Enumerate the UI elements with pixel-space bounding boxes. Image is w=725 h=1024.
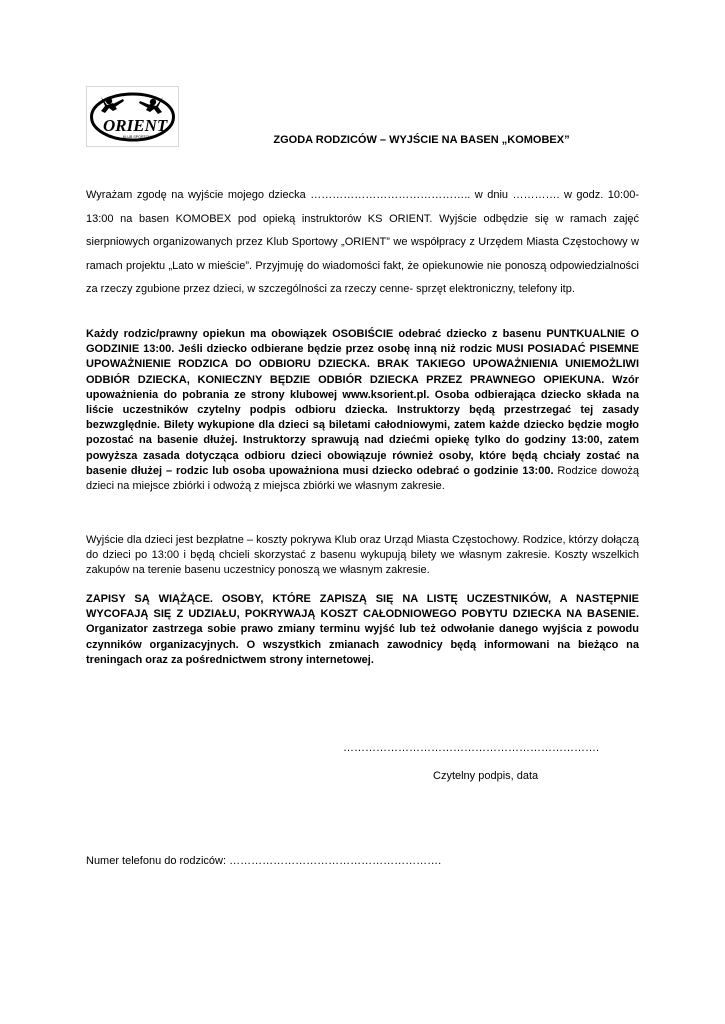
- parent-phone-field: Numer telefonu do rodziców: ………………………………………………….: [86, 855, 442, 867]
- document-title: ZGODA RODZICÓW – WYJŚCIE NA BASEN „KOMOBEX”: [273, 134, 570, 146]
- consent-paragraph: Wyrażam zgodę na wyjście mojego dziecka …………………………………….. w dniu …………. w godz. 10:00-13:00 na basen KOMOBEX pod opieką instruktorów KS ORIENT. Wyjście odbędzie się w ramach zajęć sierpniowych organizowanych przez Klub Sportowy „ORIENT” we współpracy z Urzędem Miasta Częstochowy w ramach projektu „Lato w mieście”. Przyjmuję do wiadomości fakt, że opiekunowie nie ponoszą odpowiedzialności za rzeczy zgubione przez dzieci, w szczególności za rzeczy cenne- sprzęt elektroniczny, telefony itp.: [86, 189, 639, 296]
- signature-line: …………………………………………………………….: [343, 742, 600, 754]
- pickup-rules-bold-text: Każdy rodzic/prawny opiekun ma obowiązek OSOBIŚCIE odebrać dziecko z basenu PUNTKUALNIE O GODZINIE 13:00. Jeśli dziecko odbierane będzie przez osobę inną niż rodzic MUSI POSIADAĆ PISEMNE UPOWAŻNIENIE RODZICA DO ODBIORU DZIECKA. BRAK TAKIEGO UPOWAŻNIENIA UNIEMOŻLIWI ODBIÓR DZIECKA, KONIECZNY BĘDZIE ODBIÓR DZIECKA PRZEZ PRAWNEGO OPIEKUNA. Wzór upoważnienia do pobrania ze strony klubowej www.ksorient.pl. Osoba odbierająca dziecko składa na liście uczestników czytelny podpis odbioru dziecka. Instruktorzy będą przestrzegać tej zasady bezwzględnie. Bilety wykupione dla dzieci są biletami całodniowymi, zatem każde dziecko będzie mogło pozostać na basenie dłużej. Instruktorzy sprawują nad dziećmi opiekę tylko do godziny 13:00, zatem powyższa zasada dotycząca odbioru dzieci obowiązuje również osoby, które będą chciały zostać na basenie dłużej – rodzic lub osoba upoważniona musi dziecko odebrać o godzinie 13:00.: [86, 328, 639, 477]
- svg-text:ORIENT: ORIENT: [103, 116, 168, 135]
- pickup-rules-normal-text: Rodzice dowożą dzieci na miejsce zbiórki i odwożą z miejsca zbiórki we własnym zakresie.: [86, 464, 639, 493]
- registration-paragraph: ZAPISY SĄ WIĄŻĄCE. OSOBY, KTÓRE ZAPISZĄ SIĘ NA LISTĘ UCZESTNIKÓW, A NASTĘPNIE WYCOFAJĄ SIĘ Z UDZIAŁU, POKRYWAJĄ KOSZT CAŁODNIOWEGO POBYTU DZIECKA NA BASENIE. Organizator zastrzega sobie prawo zmiany terminu wyjść lub też odwołanie danego wyjścia z powodu czynników organizacyjnych. O wszystkich zmianach zawodnicy będą informowani na bieżąco na treningach oraz za pośrednictwem strony internetowej.: [86, 593, 639, 666]
- pickup-rules-paragraph: [86, 327, 639, 494]
- costs-paragraph: Wyjście dla dzieci jest bezpłatne – koszty pokrywa Klub oraz Urząd Miasta Częstochowy. Rodzice, którzy dołączą do dzieci po 13:00 i będą chcieli skorzystać z basenu wykupują bilety we własnym zakresie. Koszty wszelkich zakupów na terenie basenu uczestnicy ponoszą we własnym zakresie.: [86, 534, 639, 577]
- signature-label: Czytelny podpis, data: [433, 770, 539, 782]
- svg-text:KLUB SPORTOWY: KLUB SPORTOWY: [123, 135, 155, 139]
